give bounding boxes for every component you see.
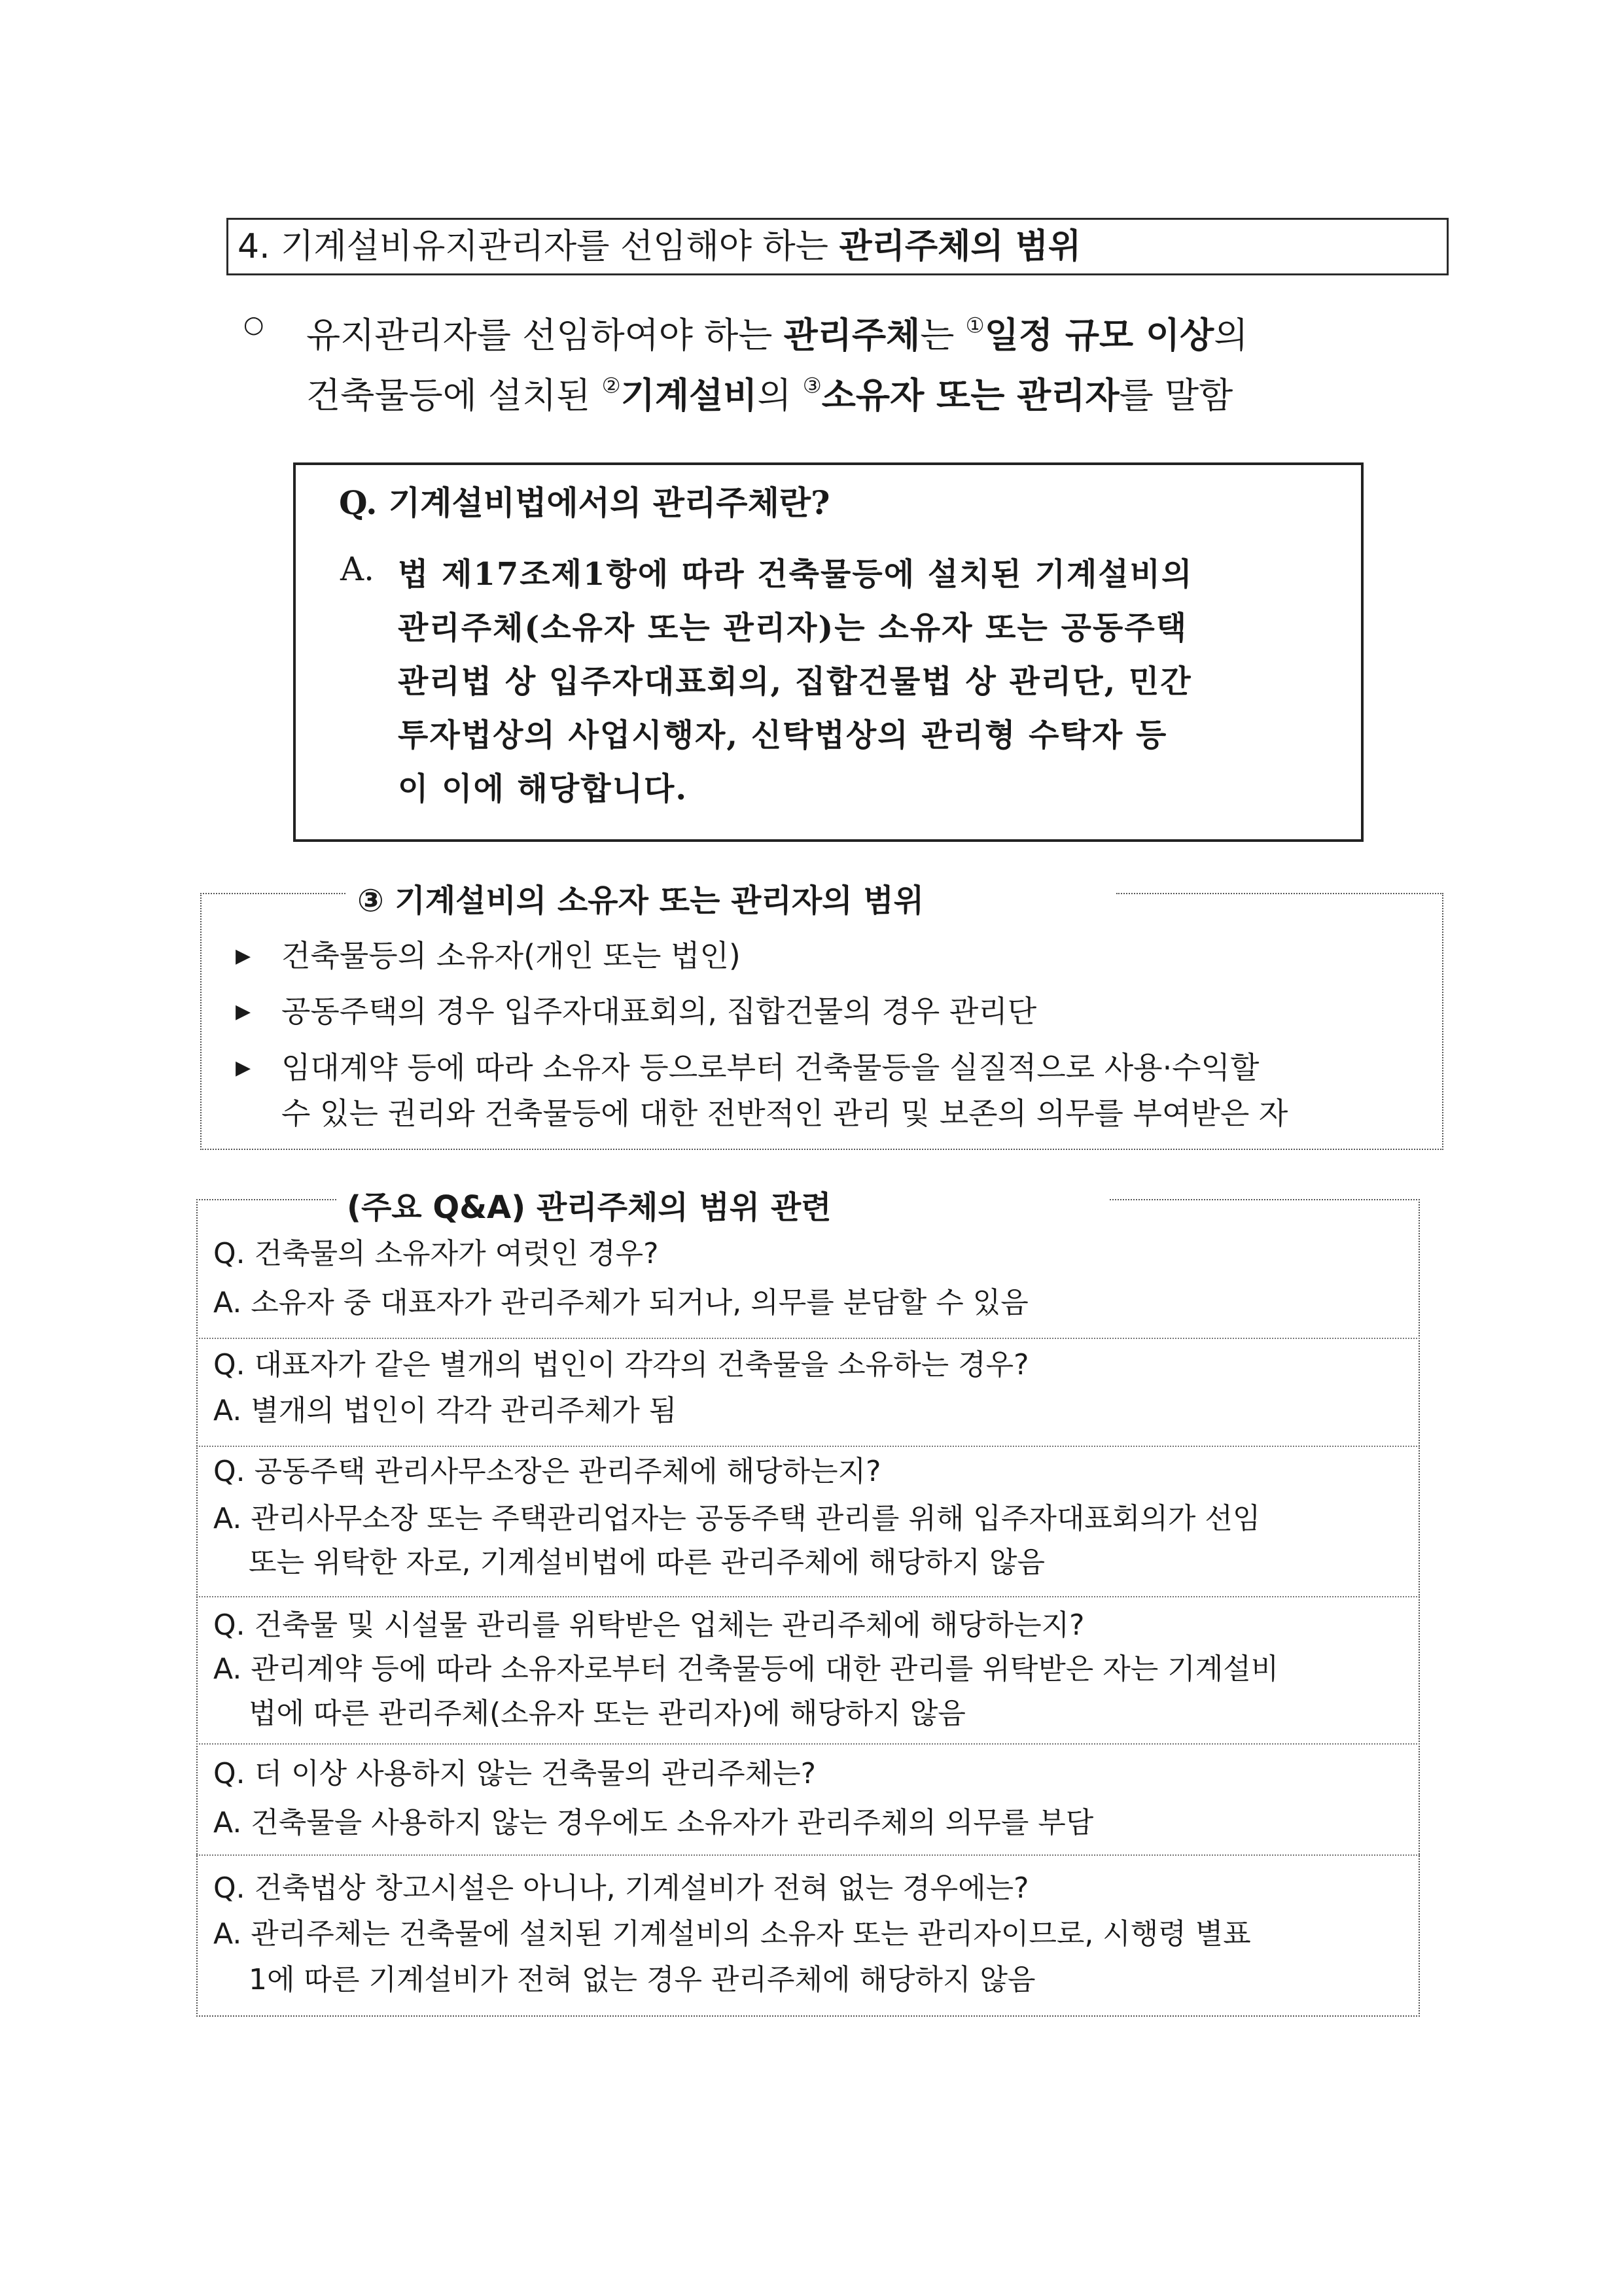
qa-question: Q. 기계설비법에서의 관리주체란?	[339, 483, 830, 522]
divider	[1116, 893, 1443, 894]
scope-title: ③ 기계설비의 소유자 또는 관리자의 범위	[357, 882, 925, 919]
faq-answer: A. 별개의 법인이 각각 관리주체가 됨	[213, 1394, 677, 1427]
faq-answer: A. 관리주체는 건축물에 설치된 기계설비의 소유자 또는 관리자이므로, 시행령 별표	[213, 1917, 1251, 1951]
divider	[196, 1199, 336, 1200]
divider	[196, 1596, 1420, 1597]
faq-answer-continuation: 법에 따른 관리주체(소유자 또는 관리자)에 해당하지 않음	[249, 1697, 966, 1730]
list-item-continuation: 수 있는 권리와 건축물등에 대한 전반적인 관리 및 보존의 의무를 부여받은 자	[281, 1096, 1288, 1131]
divider	[196, 1854, 1420, 1856]
section-heading	[226, 218, 1449, 275]
divider	[196, 1743, 1420, 1745]
triangle-bullet-icon: ▶	[236, 945, 251, 967]
qa-answer-line: 이 이에 해당합니다.	[398, 771, 688, 807]
faq-answer: A. 건축물을 사용하지 않는 경우에도 소유자가 관리주체의 의무를 부담	[213, 1806, 1094, 1839]
triangle-bullet-icon: ▶	[236, 1000, 251, 1023]
list-item: ▶ 임대계약 등에 따라 소유자 등으로부터 건축물등을 실질적으로 사용·수익할	[236, 1050, 1260, 1085]
faq-answer-continuation: 1에 따른 기계설비가 전혀 없는 경우 관리주체에 해당하지 않음	[249, 1963, 1036, 1996]
faq-answer: A. 소유자 중 대표자가 관리주체가 되거나, 의무를 분담할 수 있음	[213, 1286, 1029, 1319]
qa-answer-line: 관리법 상 입주자대표회의, 집합건물법 상 관리단, 민간	[398, 663, 1192, 700]
divider	[1110, 1199, 1420, 1200]
list-item: ▶ 건축물등의 소유자(개인 또는 법인)	[236, 938, 741, 973]
divider	[200, 893, 345, 894]
heading-text: 기계설비유지관리자를 선임해야 하는	[281, 227, 828, 266]
faq-answer: A. 관리계약 등에 따라 소유자로부터 건축물등에 대한 관리를 위탁받은 자는 기계설비	[213, 1652, 1279, 1686]
circle-bullet-icon: ○	[243, 311, 264, 338]
faq-answer: A. 관리사무소장 또는 주택관리업자는 공동주택 관리를 위해 입주자대표회의가 선임	[213, 1502, 1261, 1535]
triangle-bullet-icon: ▶	[236, 1056, 251, 1079]
qa-answer-line: 법 제17조제1항에 따라 건축물등에 설치된 기계설비의	[398, 556, 1193, 593]
divider	[196, 1446, 1420, 1447]
faq-title: (주요 Q&A) 관리주체의 범위 관련	[347, 1189, 832, 1226]
qa-answer-label: A.	[340, 550, 375, 588]
definition-qa-box	[293, 462, 1364, 842]
faq-question: Q. 공동주택 관리사무소장은 관리주체에 해당하는지?	[213, 1455, 881, 1488]
faq-question: Q. 건축물 및 시설물 관리를 위탁받은 업체는 관리주체에 해당하는지?	[213, 1609, 1085, 1642]
faq-answer-continuation: 또는 위탁한 자로, 기계설비법에 따른 관리주체에 해당하지 않음	[249, 1546, 1045, 1579]
faq-question: Q. 대표자가 같은 별개의 법인이 각각의 건축물을 소유하는 경우?	[213, 1348, 1029, 1382]
list-item: ▶ 공동주택의 경우 입주자대표회의, 집합건물의 경우 관리단	[236, 994, 1037, 1029]
faq-question: Q. 더 이상 사용하지 않는 건축물의 관리주체는?	[213, 1757, 816, 1790]
heading-number: 4.	[238, 227, 270, 266]
heading-emphasis: 관리주체의 범위	[839, 227, 1082, 266]
faq-question: Q. 건축물의 소유자가 여럿인 경우?	[213, 1237, 659, 1270]
qa-answer-line: 투자법상의 사업시행자, 신탁법상의 관리형 수탁자 등	[398, 717, 1168, 754]
intro-line-2: 건축물등에 설치된 ②기계설비의 ③소유자 또는 관리자를 말함	[306, 373, 1233, 416]
qa-answer-line: 관리주체(소유자 또는 관리자)는 소유자 또는 공동주택	[398, 610, 1188, 646]
intro-line-1: 유지관리자를 선임하여야 하는 관리주체는 ①일정 규모 이상의	[306, 313, 1248, 356]
faq-question: Q. 건축법상 창고시설은 아니나, 기계설비가 전혀 없는 경우에는?	[213, 1871, 1029, 1905]
divider	[196, 1338, 1420, 1339]
